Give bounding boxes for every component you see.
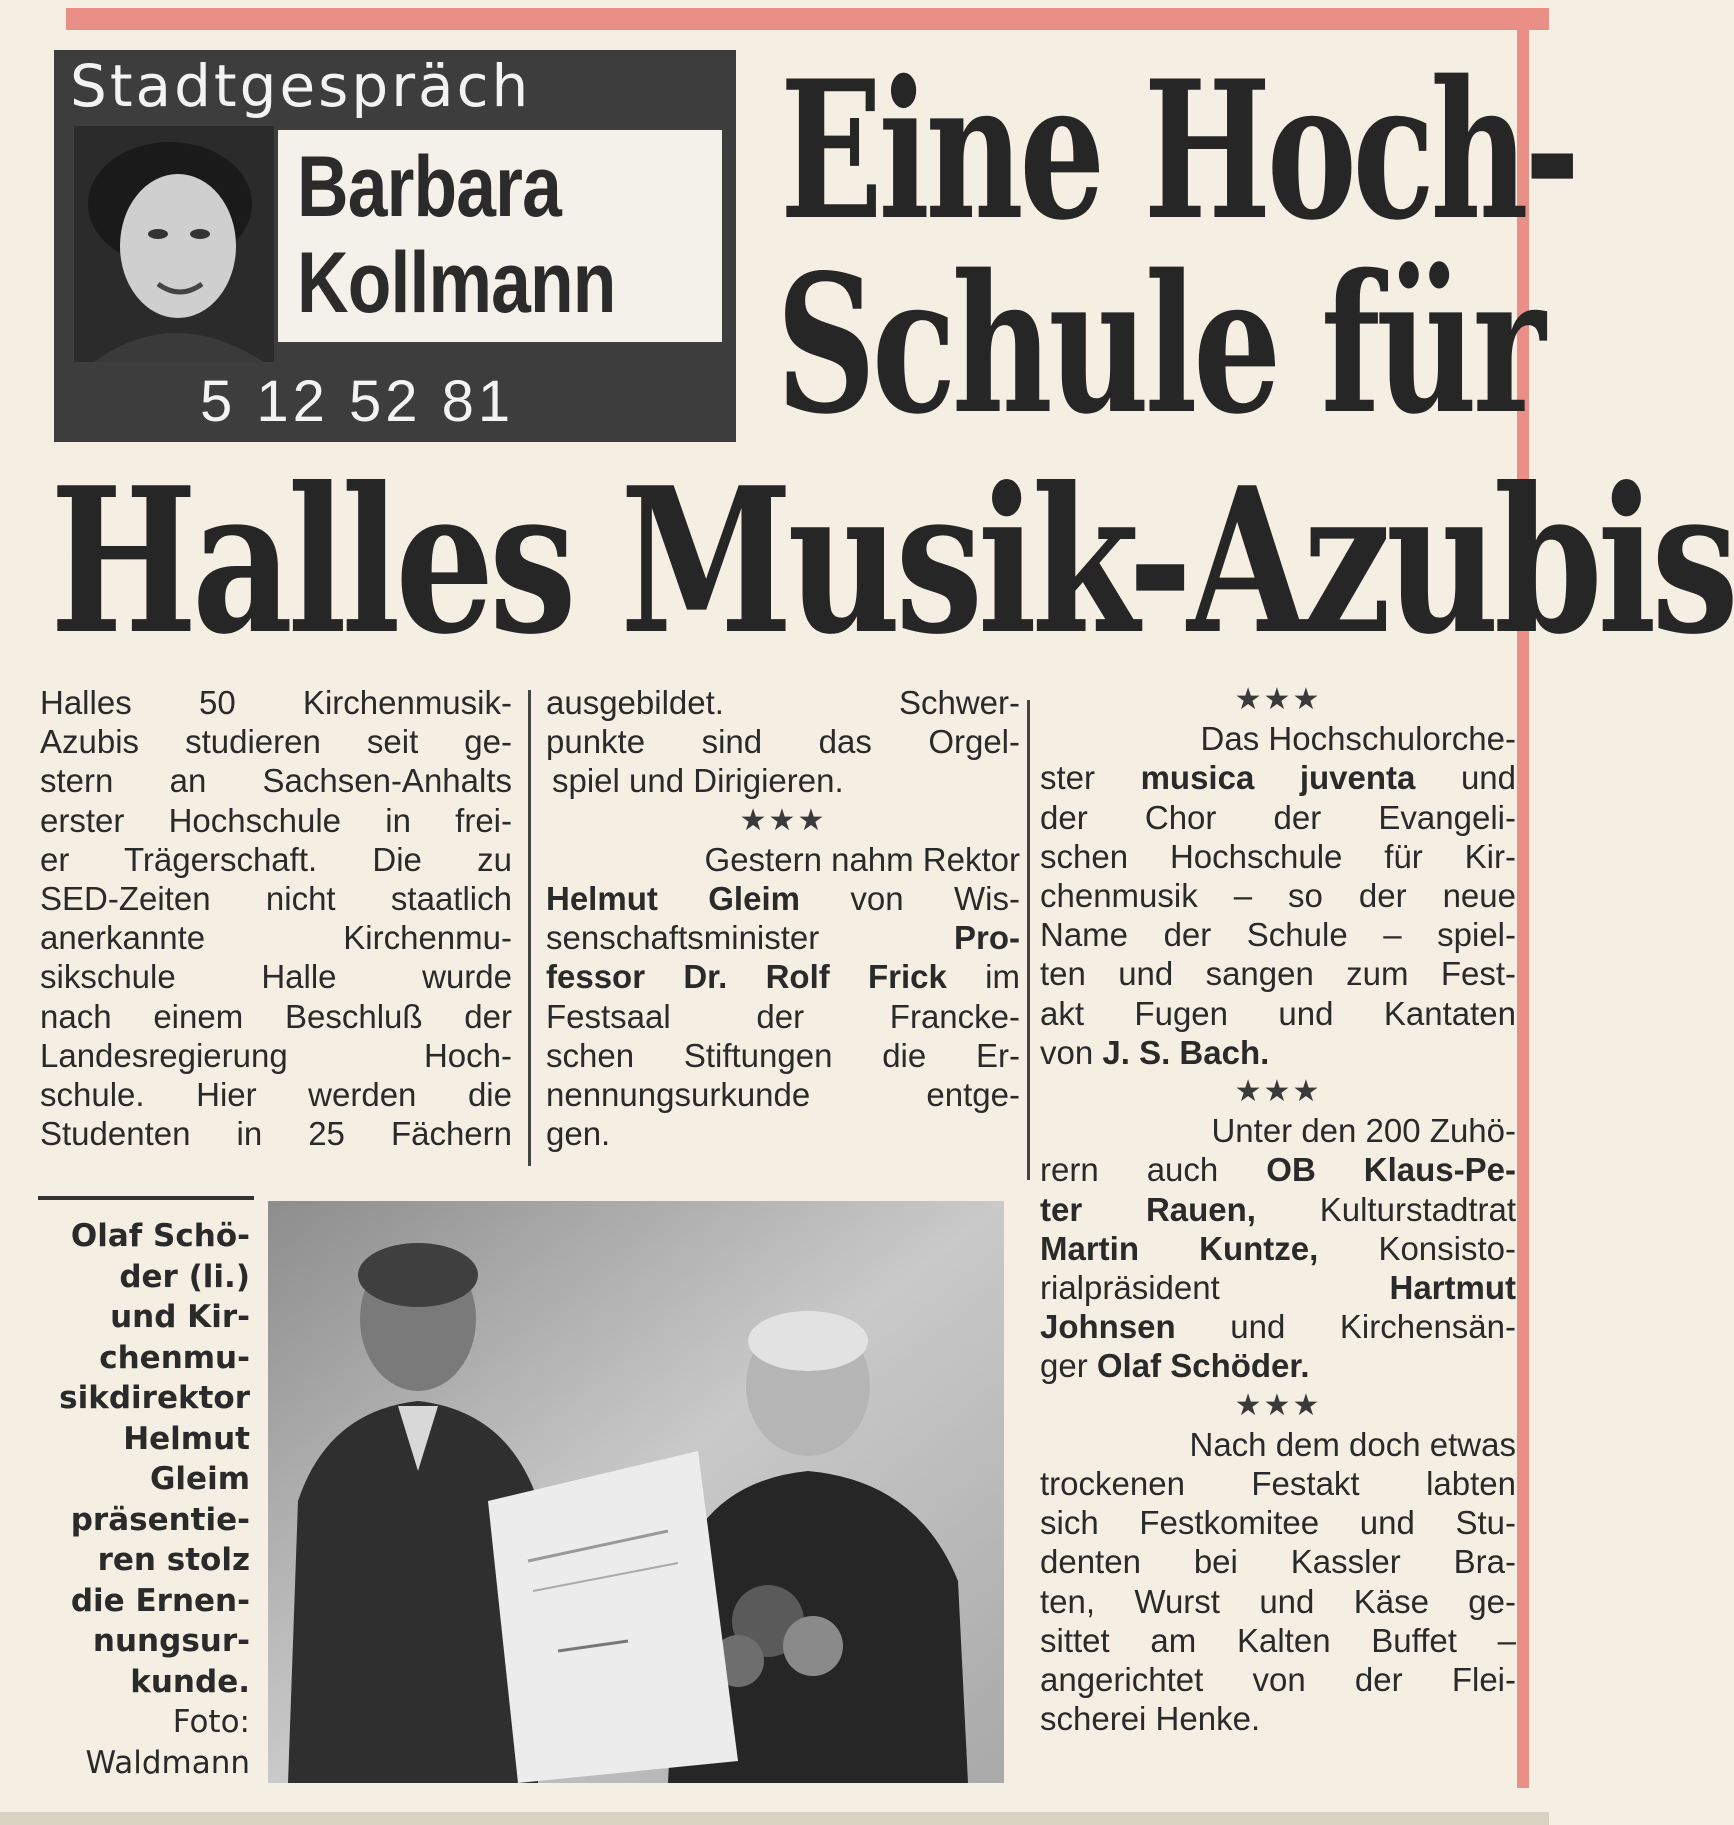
- caption-line: nungsur-: [92, 1623, 250, 1659]
- author-name-box: [278, 130, 722, 342]
- text-line: scherei Henke.: [1040, 1700, 1261, 1738]
- caption-line: sikdirektor: [59, 1380, 250, 1416]
- photo-credit-label: Foto:: [172, 1704, 250, 1740]
- text-line: gen.: [546, 1115, 611, 1153]
- text-line: akt Fugen und Kantaten: [1040, 994, 1516, 1032]
- caption-line: Gleim: [149, 1461, 250, 1497]
- column-title: Stadtgespräch: [70, 52, 532, 120]
- name-bold: Martin Kuntze,: [1040, 1229, 1319, 1267]
- text-line: sich Festkomitee und Stu-: [1040, 1504, 1516, 1542]
- text-line: schule. Hier werden die: [40, 1076, 512, 1114]
- caption-line: und Kir-: [110, 1299, 250, 1335]
- text-line: [1040, 1307, 1516, 1346]
- text-line: spiel und Dirigieren.: [552, 762, 844, 800]
- text-segment: senschaftsminister: [546, 919, 820, 957]
- text-line: ausgebildet. Schwer-: [546, 684, 1020, 721]
- caption-line: der (li.): [119, 1258, 250, 1295]
- text-line: stern an Sachsen-Anhalts: [40, 762, 512, 800]
- column-divider-1: [528, 690, 531, 1166]
- author-name: [297, 139, 616, 331]
- caption-line: präsentie-: [70, 1501, 250, 1538]
- text-line: ten und sangen zum Fest-: [1040, 955, 1516, 993]
- article-column-1: [40, 683, 512, 1153]
- text-segment: rern auch: [1040, 1151, 1219, 1189]
- text-line: SED-Zeiten nicht staatlich: [40, 880, 512, 918]
- article-column-3: [1040, 683, 1517, 1738]
- text-line: angerichtet von der Flei-: [1040, 1661, 1516, 1699]
- text-segment: Kulturstadtrat: [1319, 1190, 1516, 1228]
- photo-credit-name: Waldmann: [85, 1744, 250, 1781]
- text-line: [546, 918, 1020, 957]
- caption-rule: [38, 1196, 254, 1200]
- article-column-2: [546, 683, 1020, 1153]
- caption-line: kunde.: [130, 1663, 250, 1700]
- column-divider-2: [1027, 700, 1030, 1180]
- article-photo-drawing: [268, 1201, 1004, 1783]
- name-bold: Hartmut: [1389, 1269, 1516, 1307]
- author-portrait-drawing: [74, 126, 274, 362]
- text-line: [546, 957, 1020, 996]
- section-stars: ★★★: [1234, 1075, 1322, 1109]
- name-bold: Johnsen: [1040, 1308, 1176, 1346]
- text-line: Landesregierung Hoch-: [40, 1036, 512, 1074]
- name-bold: Helmut Gleim: [546, 880, 800, 918]
- caption-line: chenmu-: [99, 1339, 250, 1376]
- name-bold: ter Rauen,: [1040, 1190, 1256, 1228]
- author-portrait: [74, 126, 274, 362]
- section-stars: ★★★: [1234, 1388, 1322, 1422]
- section-stars: ★★★: [1234, 683, 1322, 716]
- text-segment: rialpräsident: [1040, 1269, 1220, 1307]
- name-bold: OB Klaus-Pe-: [1266, 1151, 1516, 1189]
- text-line: der Chor der Evangeli-: [1040, 798, 1516, 836]
- name-bold: J. S. Bach.: [1102, 1033, 1270, 1071]
- caption-line: ren stolz: [97, 1542, 250, 1578]
- text-line: [1040, 1268, 1516, 1307]
- caption-line: Helmut: [123, 1420, 250, 1457]
- text-line: Gestern nahm Rektor: [704, 840, 1020, 878]
- column-phone-number: 5 12 52 81: [200, 369, 515, 434]
- text-line: ten, Wurst und Käse ge-: [1040, 1582, 1516, 1620]
- text-line: trockenen Festakt labten: [1040, 1465, 1516, 1503]
- text-line: sittet am Kalten Buffet –: [1040, 1621, 1516, 1659]
- author-first-name: Barbara: [297, 139, 561, 235]
- text-segment: von Wis-: [850, 880, 1021, 918]
- headline-line-2: Schule für: [776, 233, 1542, 456]
- text-line: [1040, 758, 1516, 797]
- text-line: punkte sind das Orgel-: [546, 723, 1020, 761]
- text-line: [1040, 1346, 1516, 1385]
- text-line: erster Hochschule in frei-: [40, 801, 512, 839]
- text-segment: ger: [1040, 1347, 1088, 1385]
- text-line: nach einem Beschluß der: [40, 997, 512, 1035]
- name-bold: musica juventa: [1140, 759, 1416, 797]
- text-line: Name der Schule – spiel-: [1040, 916, 1516, 954]
- section-stars: ★★★: [739, 803, 827, 837]
- author-last-name: Kollmann: [297, 235, 616, 331]
- text-line: Festsaal der Francke-: [546, 997, 1020, 1035]
- text-line: anerkannte Kirchenmu-: [40, 919, 512, 957]
- text-line: Studenten in 25 Fächern: [40, 1115, 512, 1153]
- text-segment: Konsisto-: [1378, 1229, 1516, 1267]
- headline-line-1: Eine Hoch-: [780, 39, 1576, 262]
- text-line: er Trägerschaft. Die zu: [40, 840, 512, 878]
- text-line: [1040, 1033, 1516, 1072]
- photo-caption: [24, 1216, 250, 1783]
- text-segment: von: [1040, 1033, 1094, 1071]
- text-line: [1040, 1229, 1516, 1268]
- text-line: sikschule Halle wurde: [40, 958, 512, 996]
- top-red-rule: [66, 8, 1549, 30]
- caption-line: Olaf Schö-: [70, 1218, 250, 1254]
- text-line: Nach dem doch etwas: [1189, 1425, 1516, 1463]
- text-line: [1040, 1150, 1516, 1189]
- text-line: schen Stiftungen die Er-: [546, 1036, 1020, 1074]
- text-line: Halles 50 Kirchenmusik-: [40, 684, 512, 721]
- caption-line: die Ernen-: [70, 1582, 250, 1619]
- name-bold: fessor Dr. Rolf Frick: [546, 958, 947, 996]
- article-photo: [268, 1201, 1004, 1783]
- text-segment: und: [1460, 759, 1517, 797]
- text-segment: ster: [1040, 759, 1096, 797]
- name-bold: Pro-: [954, 919, 1020, 957]
- text-line: denten bei Kassler Bra-: [1040, 1543, 1516, 1581]
- text-line: schen Hochschule für Kir-: [1040, 837, 1516, 875]
- text-line: Azubis studieren seit ge-: [40, 723, 512, 761]
- text-line: [1040, 1190, 1516, 1229]
- name-bold: Olaf Schöder.: [1096, 1347, 1310, 1385]
- headline-line-3: Halles Musik-Azubis: [50, 444, 1734, 679]
- text-line: [546, 879, 1020, 918]
- text-line: nennungsurkunde entge-: [546, 1076, 1020, 1114]
- bottom-edge: [0, 1812, 1549, 1825]
- text-line: Unter den 200 Zuhö-: [1211, 1112, 1516, 1150]
- text-line: chenmusik – so der neue: [1040, 877, 1516, 915]
- text-segment: im: [985, 958, 1020, 996]
- text-line: Das Hochschulorche-: [1200, 720, 1516, 758]
- text-segment: und Kirchensän-: [1230, 1308, 1516, 1346]
